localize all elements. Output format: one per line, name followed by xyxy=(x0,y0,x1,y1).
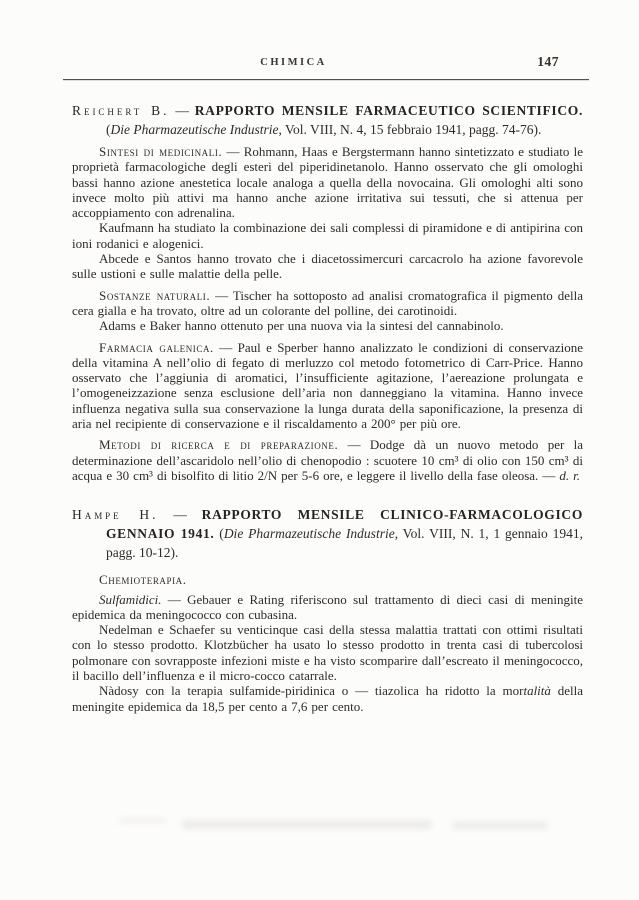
text-segment: Die Pharmazeutische Industrie xyxy=(223,526,395,542)
page-header xyxy=(72,54,583,71)
text-segment: Sintesi di medicinali. xyxy=(99,144,223,159)
text-segment: Kaufmann ha studiato la combinazione dei sali complessi di piramidone e di antipirina con ioni rodanici e alogenici. xyxy=(72,220,583,251)
text-segment: Metodi di ricerca e di preparazione. xyxy=(99,437,339,453)
text-segment: , Vol. VIII, N. 1, 1 gennaio 1941, pagg. 10-12). xyxy=(106,526,583,561)
paragraph-metodi-di-ricerca xyxy=(72,437,583,483)
paragraph-sulfamidici xyxy=(72,592,583,623)
text-segment: RAPPORTO MENSILE FARMACEUTICO SCIENTIFICO. xyxy=(194,103,583,118)
scan-bleed-artifact xyxy=(452,822,548,829)
paragraph-adams-baker xyxy=(72,318,583,333)
paragraph-sintesi-di-medicinali xyxy=(72,144,583,220)
text-segment: — Paul e Sperber hanno analizzato le condizioni di conservazione della vitamina A nell’olio di fegato di merluzzo col metodo fotometrico di Carr-Price. Hanno osservato che l’aggiunia di aromatici, l’insufficiente agitazione, l’aereazione prolungata e l’omogeneizzazione senza esclusione dell’aria non danneggiano la vitamina. Hanno invece influenza negativa sulla sua conservazione la lunga durata della saponificazione, la presenza di aria nel recipiente di conservazione e il riscaldamento a 200° per più ore. xyxy=(72,339,583,432)
text-segment: Adams e Baker hanno ottenuto per una nuova via la sintesi del cannabinolo. xyxy=(99,318,504,334)
scan-bleed-artifact xyxy=(182,820,432,829)
page-number: 147 xyxy=(537,54,559,69)
paragraph-kaufmann xyxy=(72,220,583,251)
text-segment: Chemioterapia. xyxy=(99,572,187,588)
text-segment: Die Pharmazeutische Industrie xyxy=(110,122,279,137)
text-segment: ( xyxy=(106,122,111,137)
text-segment: Sostanze naturali. xyxy=(99,287,211,303)
text-segment: ( xyxy=(214,526,224,542)
text-segment: talità xyxy=(523,683,551,699)
text-segment: — Gebauer e Rating riferiscono sul trattamento di dieci casi di meningite epidemica da meningococco con cubasina. xyxy=(72,591,583,622)
running-title: CHIMICA xyxy=(260,57,327,68)
text-segment: Farmacia galenica. xyxy=(99,339,214,355)
text-segment: Abcede e Santos hanno trovato che i diacetossimercuri carcacrolo ha azione favorevole sulle ustioni e sulle malattie della pelle. xyxy=(72,251,583,282)
article-heading-reichert xyxy=(72,101,583,139)
text-segment: , Vol. VIII, N. 4, 15 febbraio 1941, pagg. 74-76). xyxy=(278,122,542,137)
paragraph-farmacia-galenica xyxy=(72,340,583,432)
text-segment: — xyxy=(169,103,195,118)
text-segment: — Rohmann, Haas e Bergstermann hanno sintetizzato e studiato le proprietà farmacologiche degli esteri del piperidinetanolo. Hanno osservato che gli omologhi bassi hanno azione anestetica locale analoga a quella della novocaina. Gli omologhi alti sono invece molto più attivi ma hanno anche azione irritativa sui tessuti, che si attenua per accoppiamento con adrenalina. xyxy=(72,144,583,221)
text-segment: RAPPORTO MENSILE CLINICO-FARMACOLOGICO GENNAIO 1941. xyxy=(106,507,584,542)
paragraph-nadosy xyxy=(72,683,583,714)
paragraph-nedelman-schaefer xyxy=(72,622,583,683)
article-heading-hampe xyxy=(72,505,583,562)
text-segment: Nàdosy con la terapia sulfamide-piridinica o — tiazolica ha ridotto la mor xyxy=(99,683,524,699)
paragraph-abcede-santos xyxy=(72,251,583,282)
article-hampe xyxy=(72,505,583,714)
text-segment: — Tischer ha sottoposto ad analisi cromatografica il pigmento della cera gialla e ha trovato, oltre ad un colorante del polline, dei carotinoidi. xyxy=(72,287,583,318)
text-segment: Reichert B. xyxy=(72,103,170,118)
text-segment: della meningite epidemica da 18,5 per cento a 7,6 per cento. xyxy=(72,683,583,714)
text-segment: Sulfamidici. xyxy=(99,591,162,607)
text-segment: — Dodge dà un nuovo metodo per la determinazione dell’ascaridolo nell’olio di chenopodio : scuotere 10 cm³ di olio con 150 cm³ di acqua e 30 cm³ di bisolfito di litio 2/N per 5-6 ore, e leggere il livello della fase oleosa. — xyxy=(72,437,583,483)
text-segment: Hampe H. xyxy=(72,507,159,523)
article-reichert xyxy=(72,101,583,483)
text-segment: d. r. xyxy=(559,467,581,483)
paragraph-sostanze-naturali xyxy=(72,288,583,319)
text-segment: — xyxy=(158,507,202,523)
scan-bleed-artifact xyxy=(118,818,166,824)
header-rule xyxy=(63,79,589,80)
text-segment: Nedelman e Schaefer su venticinque casi della stessa malattia trattati con ottimi risultati con lo stesso prodotto. Klotzbücher ha usato lo stesso prodotto in trenta casi di tubercolosi polmonare con sovrapposte infezioni miste e ha visto scomparire dall’escreato il meningococco, il bacillo dell’influenza e il micro-cocco catarrale. xyxy=(72,622,583,684)
subsection-chemioterapia xyxy=(72,572,583,587)
